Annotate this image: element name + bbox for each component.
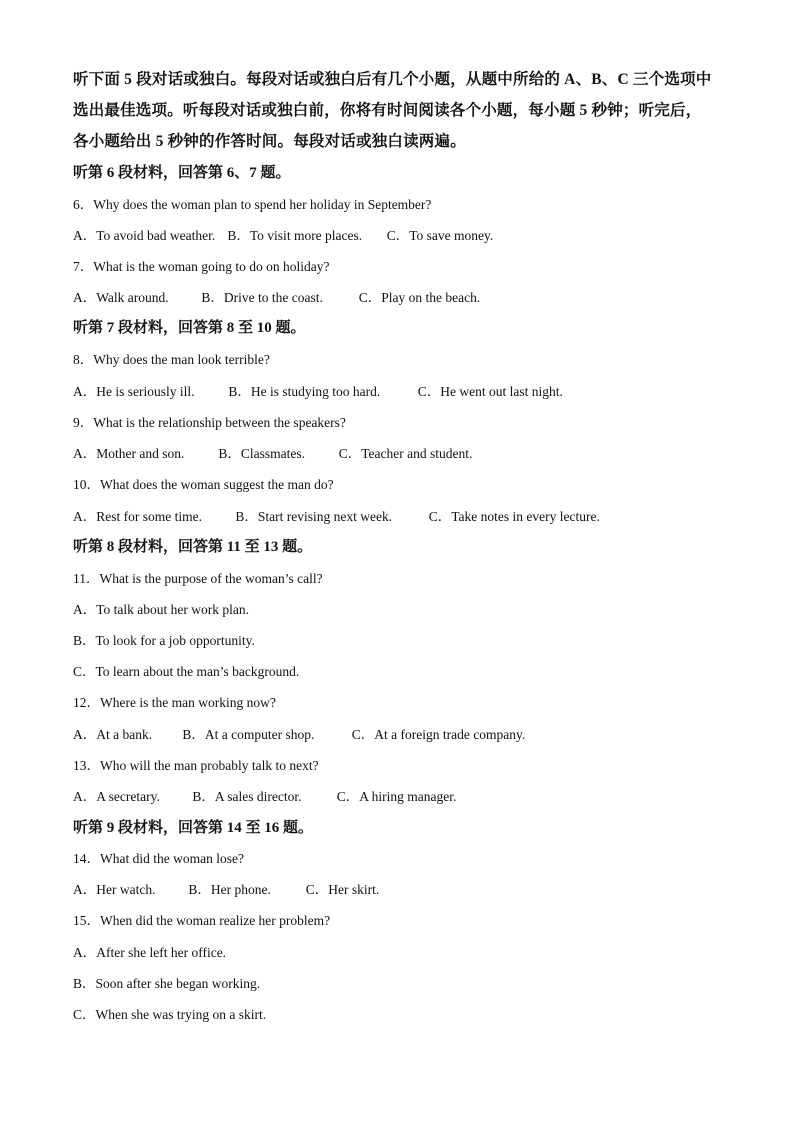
question-7: 7．What is the woman going to do on holiday? (73, 259, 330, 274)
option-a: A．Walk around. (73, 290, 169, 305)
instructions (73, 64, 733, 157)
option-a: A．He is seriously ill. (73, 384, 195, 399)
option-c: C．He went out last night. (417, 384, 563, 399)
option-c: C．To save money. (386, 228, 494, 243)
option-a: A．After she left her office. (73, 945, 227, 960)
question-12: 12．Where is the man working now? (73, 695, 276, 710)
options-row (73, 505, 600, 525)
option-c: C．Take notes in every lecture. (428, 509, 600, 524)
option-c: C．At a foreign trade company. (351, 727, 526, 742)
question-14: 14．What did the woman lose? (73, 851, 244, 866)
option-b: B．A sales director. (192, 789, 302, 804)
option-b: B．To look for a job opportunity. (73, 633, 255, 648)
question-10: 10．What does the woman suggest the man do? (73, 477, 334, 492)
instructions-line: 选出最佳选项。听每段对话或独白前，你将有时间阅读各个小题，每小题 5 秒钟；听完后， (73, 102, 702, 119)
section-heading: 听第 8 段材料，回答第 11 至 13 题。 (73, 539, 313, 555)
section-heading: 听第 6 段材料，回答第 6、7 题。 (73, 165, 291, 181)
option-a: A．Mother and son. (73, 446, 185, 461)
option-b: B．Drive to the coast. (201, 290, 323, 305)
option-a: A．To talk about her work plan. (73, 602, 250, 617)
options-row (73, 785, 456, 805)
options-row (73, 442, 472, 462)
option-a: A．At a bank. (73, 727, 153, 742)
question-13: 13．Who will the man probably talk to next? (73, 758, 319, 773)
question-11: 11．What is the purpose of the woman’s call? (73, 571, 323, 586)
option-c: C．Teacher and student. (338, 446, 473, 461)
option-c: C．Play on the beach. (358, 290, 481, 305)
option-b: B．Her phone. (188, 882, 271, 897)
option-b: B．Soon after she began working. (73, 976, 261, 991)
options-row (73, 286, 480, 306)
options-row (73, 224, 493, 244)
question-8: 8．Why does the man look terrible? (73, 352, 270, 367)
option-c: C．A hiring manager. (336, 789, 457, 804)
option-c: C．Her skirt. (305, 882, 380, 897)
instructions-line: 各小题给出 5 秒钟的作答时间。每段对话或独白读两遍。 (73, 133, 466, 150)
option-b: B．At a computer shop. (182, 727, 315, 742)
options-row (73, 878, 379, 898)
question-6: 6．Why does the woman plan to spend her holiday in September? (73, 197, 432, 212)
option-c: C．To learn about the man’s background. (73, 664, 300, 679)
section-heading: 听第 9 段材料，回答第 14 至 16 题。 (73, 820, 314, 836)
option-b: B．Start revising next week. (235, 509, 393, 524)
instructions-line: 听下面 5 段对话或独白。每段对话或独白后有几个小题，从题中所给的 A、B、C 三个选项中 (73, 71, 712, 88)
option-b: B．To visit more places. (227, 228, 363, 243)
option-c: C．When she was trying on a skirt. (73, 1007, 267, 1022)
option-a: A．Her watch. (73, 882, 156, 897)
question-15: 15．When did the woman realize her problem? (73, 913, 331, 928)
option-a: A．To avoid bad weather. (73, 228, 216, 243)
option-a: A．A secretary. (73, 789, 160, 804)
question-9: 9．What is the relationship between the speakers? (73, 415, 346, 430)
section-heading: 听第 7 段材料，回答第 8 至 10 题。 (73, 320, 306, 336)
options-row (73, 723, 525, 743)
options-row (73, 380, 563, 400)
option-b: B．Classmates. (218, 446, 305, 461)
option-a: A．Rest for some time. (73, 509, 202, 524)
option-b: B．He is studying too hard. (228, 384, 381, 399)
